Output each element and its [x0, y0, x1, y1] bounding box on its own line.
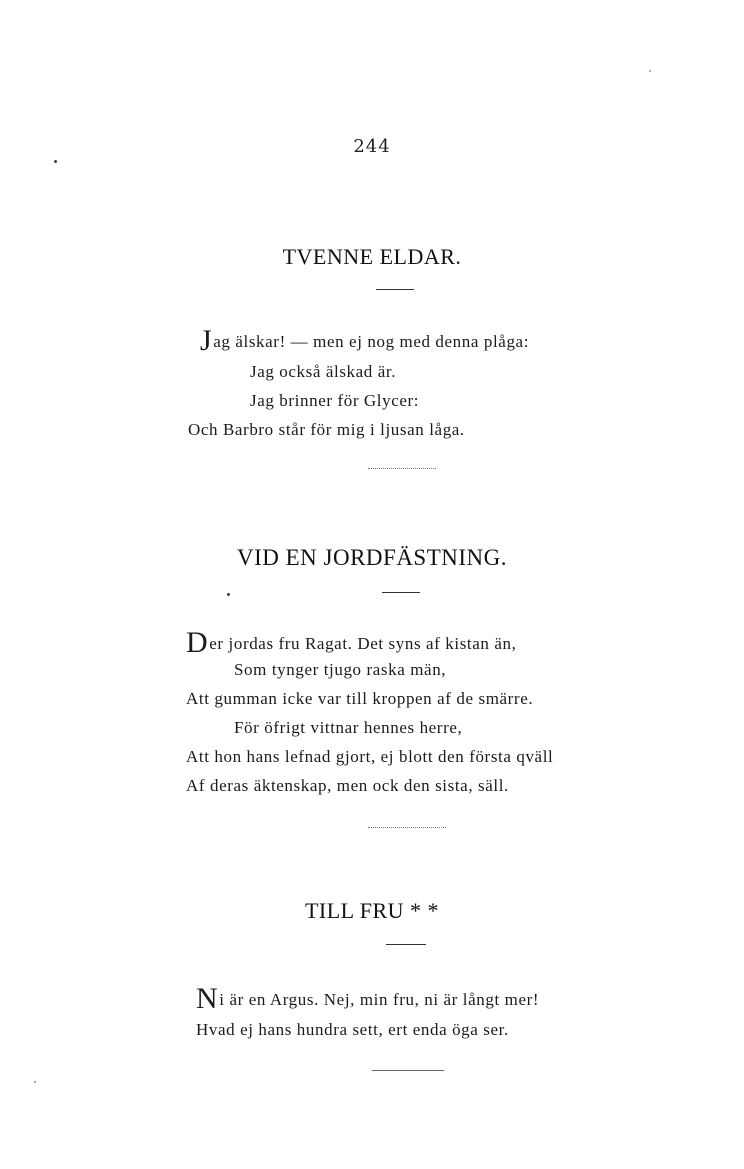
- poem-line: Som tynger tjugo raska män,: [234, 660, 447, 679]
- title-rule: [386, 944, 426, 945]
- drop-initial: N: [196, 982, 219, 1015]
- poem-line-text: ag älskar! — men ej nog med denna plåga:: [213, 332, 530, 351]
- poem-line: Och Barbro står för mig i ljusan låga.: [188, 420, 465, 439]
- poem-line: Af deras äktenskap, men ock den sista, säll.: [186, 776, 509, 795]
- section-divider: [372, 1070, 444, 1071]
- drop-initial: J: [200, 324, 213, 357]
- poem-title-vid-en-jordfastning: VID EN JORDFÄSTNING.: [236, 545, 508, 570]
- ink-speck: [227, 593, 230, 596]
- poem-line: [186, 628, 516, 658]
- poem-line: Jag också älskad är.: [250, 362, 397, 381]
- poem-line: [196, 984, 539, 1014]
- poem-line: Att hon hans lefnad gjort, ej blott den första qväll: [186, 747, 554, 766]
- poem-line: Hvad ej hans hundra sett, ert enda öga ser.: [196, 1020, 509, 1039]
- title-rule: [382, 592, 420, 593]
- poem-line: Jag brinner för Glycer:: [250, 391, 420, 410]
- poem-line-text: i är en Argus. Nej, min fru, ni är långt mer!: [219, 990, 540, 1009]
- section-divider: [368, 827, 446, 828]
- drop-initial: D: [186, 626, 209, 659]
- poem-line: För öfrigt vittnar hennes herre,: [234, 718, 463, 737]
- poem-line-text: er jordas fru Ragat. Det syns af kistan än,: [209, 634, 517, 653]
- poem-title-till-fru: TILL FRU * *: [304, 898, 440, 923]
- ink-speck: [34, 1081, 36, 1083]
- ink-speck: [649, 70, 651, 72]
- poem-line: [200, 326, 529, 356]
- title-rule: [376, 289, 414, 290]
- page-number: 244: [353, 136, 391, 157]
- poem-title-tvenne-eldar: TVENNE ELDAR.: [282, 244, 462, 269]
- poem-line: Att gumman icke var till kroppen af de smärre.: [186, 689, 534, 708]
- section-divider: [368, 468, 436, 469]
- ink-speck: [54, 160, 57, 163]
